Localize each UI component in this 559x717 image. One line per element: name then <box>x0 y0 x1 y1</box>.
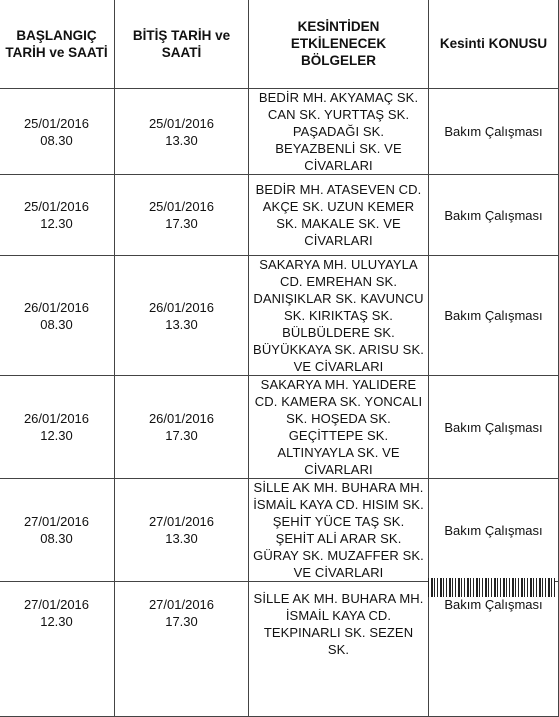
end-time: 13.30 <box>165 531 198 546</box>
header-row <box>0 0 559 89</box>
subject-cell: Bakım Çalışması <box>429 175 559 256</box>
barcode-strip <box>428 578 555 597</box>
end-date: 27/01/2016 <box>148 597 215 612</box>
start-time: 08.30 <box>40 132 73 148</box>
header-regions: KESİNTİDEN ETKİLENECEK BÖLGELER <box>249 0 429 89</box>
subject-cell: Bakım Çalışması <box>429 479 559 582</box>
start-time: 08.30 <box>40 316 73 332</box>
start-date: 25/01/2016 <box>23 115 90 131</box>
start-cell <box>0 582 115 717</box>
end-cell <box>115 256 249 376</box>
end-time: 17.30 <box>165 216 198 231</box>
region-cell: BEDİR MH. ATASEVEN CD. AKÇE SK. UZUN KEMER SK. MAKALE SK. VE CİVARLARI <box>249 175 429 256</box>
region-cell: SAKARYA MH. ULUYAYLA CD. EMREHAN SK. DANIŞIKLAR SK. KAVUNCU SK. KIRIKTAŞ SK. BÜLBÜLDERE SK. BÜYÜKKAYA SK. ARISU SK. VE CİVARLARI <box>249 256 429 376</box>
start-time: 12.30 <box>40 614 73 629</box>
start-date: 26/01/2016 <box>23 411 90 426</box>
subject-cell: Bakım Çalışması <box>429 89 559 175</box>
table-row <box>0 89 559 175</box>
region-cell <box>249 582 429 717</box>
start-cell <box>0 175 115 256</box>
subject-cell: Bakım Çalışması <box>429 376 559 479</box>
end-time: 13.30 <box>165 132 198 148</box>
table-row <box>0 479 559 582</box>
subject-cell: Bakım Çalışması <box>429 256 559 376</box>
start-date: 25/01/2016 <box>23 199 90 214</box>
start-date: 26/01/2016 <box>23 299 90 315</box>
header-subject: Kesinti KONUSU <box>429 0 559 89</box>
end-cell <box>115 479 249 582</box>
table-row <box>0 582 559 717</box>
start-time: 12.30 <box>40 216 73 231</box>
end-cell <box>115 376 249 479</box>
header-start: BAŞLANGIÇ TARİH ve SAATİ <box>0 0 115 89</box>
end-cell <box>115 582 249 717</box>
subject-cell: Bakım Çalışması <box>429 582 559 717</box>
start-date: 27/01/2016 <box>23 514 90 529</box>
end-date: 25/01/2016 <box>148 199 215 214</box>
end-cell <box>115 89 249 175</box>
end-date: 25/01/2016 <box>148 115 215 131</box>
region-cell: SAKARYA MH. YALIDERE CD. KAMERA SK. YONCALI SK. HOŞEDA SK. GEÇİTTEPE SK. ALTINYAYLA SK. VE CİVARLARI <box>249 376 429 479</box>
table-header <box>0 0 559 89</box>
table-row <box>0 376 559 479</box>
end-time: 17.30 <box>165 614 198 629</box>
region-cell: BEDİR MH. AKYAMAÇ SK. CAN SK. YURTTAŞ SK. PAŞADAĞI SK. BEYAZBENLİ SK. VE CİVARLARI <box>249 89 429 175</box>
header-end: BİTİŞ TARİH ve SAATİ <box>115 0 249 89</box>
region-cell: SİLLE AK MH. BUHARA MH. İSMAİL KAYA CD. HISIM SK. ŞEHİT YÜCE TAŞ SK. ŞEHİT ALİ ARAR SK. GÜRAY SK. MUZAFFER SK. VE CİVARLARI <box>249 479 429 582</box>
end-date: 27/01/2016 <box>148 514 215 529</box>
end-cell <box>115 175 249 256</box>
end-time: 13.30 <box>165 316 198 332</box>
end-time: 17.30 <box>165 428 198 443</box>
start-cell <box>0 89 115 175</box>
start-cell <box>0 479 115 582</box>
table-row <box>0 256 559 376</box>
table-row <box>0 175 559 256</box>
region-text: SİLLE AK MH. BUHARA MH. İSMAİL KAYA CD. TEKPINARLI SK. SEZEN SK. <box>253 591 424 657</box>
end-date: 26/01/2016 <box>148 299 215 315</box>
start-date: 27/01/2016 <box>23 597 90 612</box>
start-cell <box>0 256 115 376</box>
start-time: 08.30 <box>40 531 73 546</box>
end-date: 26/01/2016 <box>148 411 215 426</box>
start-time: 12.30 <box>40 428 73 443</box>
start-cell <box>0 376 115 479</box>
